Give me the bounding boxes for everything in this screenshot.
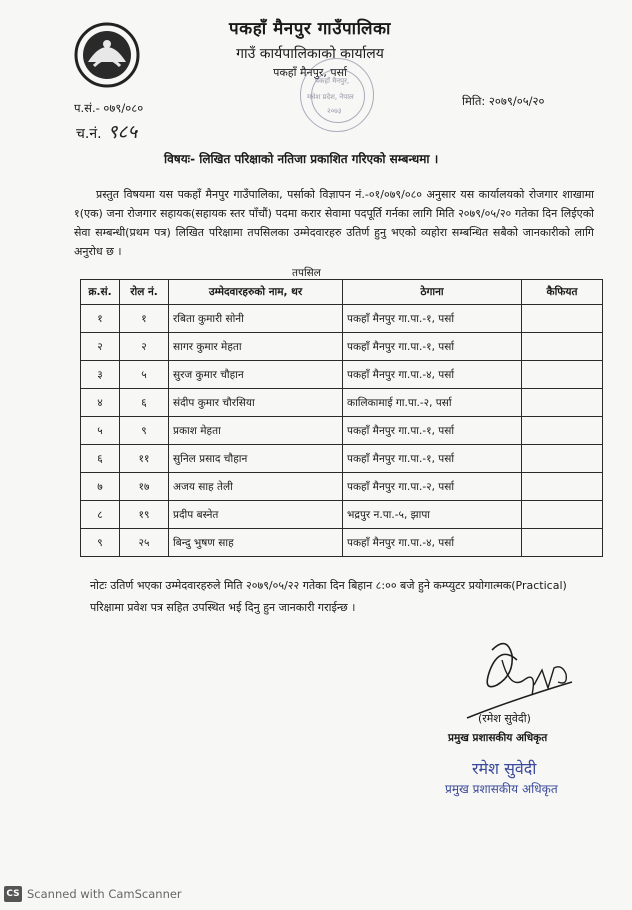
cell-remark bbox=[522, 445, 603, 473]
cell-serial: ६ bbox=[81, 445, 120, 473]
cell-roll: १९ bbox=[120, 501, 169, 529]
fiscal-year-reference: प.सं.- ०७९/०८० bbox=[74, 101, 144, 115]
results-table bbox=[80, 279, 603, 557]
cell-name: बिन्दु भुषण साह bbox=[169, 529, 343, 557]
cell-serial: ५ bbox=[81, 417, 120, 445]
table-row bbox=[81, 389, 603, 417]
table-row bbox=[81, 333, 603, 361]
municipality-name: पकहाँ मैनपुर गाउँपालिका bbox=[229, 19, 391, 39]
letter-date: मिति: २०७९/०५/२० bbox=[462, 94, 545, 108]
table-row bbox=[81, 417, 603, 445]
cell-remark bbox=[522, 417, 603, 445]
cell-serial: ८ bbox=[81, 501, 120, 529]
header-serial: क्र.सं. bbox=[81, 280, 120, 305]
table-row bbox=[81, 445, 603, 473]
cell-name: सुरज कुमार चौहान bbox=[169, 361, 343, 389]
cell-serial: ७ bbox=[81, 473, 120, 501]
cell-address: पकहाँ मैनपुर गा.पा.-१, पर्सा bbox=[343, 305, 522, 333]
dispatch-label: च.नं. bbox=[76, 126, 102, 142]
title-stamp: प्रमुख प्रशासकीय अधिकृत bbox=[445, 782, 558, 796]
office-name: गाउँ कार्यपालिकाको कार्यालय bbox=[236, 46, 384, 62]
header-address: ठेगाना bbox=[343, 280, 522, 305]
subject-line bbox=[164, 150, 438, 167]
practical-exam-note: नोटः उतिर्ण भएका उम्मेदवारहरुले मिति २०७९/०५/२२ गतेका दिन बिहान ८:०० बजे हुने कम्प्युटर प्रयोगात्मक(Practical) परिक्षामा प्रवेश पत्र सहित उपस्थित भई दिनु हुन जानकारी गराईन्छ । bbox=[90, 579, 567, 614]
cell-name: सुनिल प्रसाद चौहान bbox=[169, 445, 343, 473]
table-row bbox=[81, 501, 603, 529]
municipality-emblem-icon bbox=[74, 22, 140, 88]
subject-label: विषयः- bbox=[164, 152, 196, 166]
stamp-line-3: २०७३ bbox=[327, 107, 342, 115]
cell-name: प्रदीप बस्नेत bbox=[169, 501, 343, 529]
cell-address: पकहाँ मैनपुर गा.पा.-१, पर्सा bbox=[343, 445, 522, 473]
cell-roll: २ bbox=[120, 333, 169, 361]
cell-name: अजय साह तेली bbox=[169, 473, 343, 501]
cell-roll: ५ bbox=[120, 361, 169, 389]
body-paragraph: प्रस्तुत विषयमा यस पकहाँ मैनपुर गाउँपालिका, पर्साको विज्ञापन नं.-०१/०७९/०८० अनुसार यस कार्यालयको रोजगार शाखामा १(एक) जना रोजगार सहायक(सहायक स्तर पाँचौं) पदमा करार सेवामा पदपूर्ति गर्नका लागि मिति २०७९/०५/२० गतेका दिन लिईएको सेवा सम्बन्धी(प्रथम पत्र) लिखित परिक्षामा तपसिलका उम्मेदवारहरु उतिर्ण हुनु भएको व्यहोरा सम्बन्धित सबैको जानकारीको लागि अनुरोध छ । bbox=[74, 188, 594, 258]
header-remark: कैफियत bbox=[522, 280, 603, 305]
cell-roll: १७ bbox=[120, 473, 169, 501]
table-row bbox=[81, 361, 603, 389]
cell-remark bbox=[522, 473, 603, 501]
cell-roll: ९ bbox=[120, 417, 169, 445]
stamp-line-1: पकहाँ मैनपुर, bbox=[315, 77, 350, 85]
cell-remark bbox=[522, 305, 603, 333]
cell-address: पकहाँ मैनपुर गा.पा.-१, पर्सा bbox=[343, 333, 522, 361]
table-row bbox=[81, 529, 603, 557]
table-caption: तपसिल bbox=[292, 267, 321, 279]
cell-remark bbox=[522, 361, 603, 389]
cell-name: संदीप कुमार चौरसिया bbox=[169, 389, 343, 417]
cell-name: प्रकाश मेहता bbox=[169, 417, 343, 445]
handwritten-signature-icon bbox=[462, 630, 582, 720]
stamp-line-2: मधेश प्रदेश, नेपाल bbox=[307, 93, 354, 101]
cell-name: रबिता कुमारी सोनी bbox=[169, 305, 343, 333]
cell-address: पकहाँ मैनपुर गा.पा.-४, पर्सा bbox=[343, 529, 522, 557]
signatory-title: प्रमुख प्रशासकीय अधिकृत bbox=[448, 732, 548, 744]
cell-address: कालिकामाई गा.पा.-२, पर्सा bbox=[343, 389, 522, 417]
cell-remark bbox=[522, 333, 603, 361]
cell-roll: ११ bbox=[120, 445, 169, 473]
cell-address: पकहाँ मैनपुर गा.पा.-२, पर्सा bbox=[343, 473, 522, 501]
cell-roll: १ bbox=[120, 305, 169, 333]
cell-serial: ९ bbox=[81, 529, 120, 557]
cell-roll: ६ bbox=[120, 389, 169, 417]
table-header-row bbox=[81, 280, 603, 305]
cell-serial: ३ bbox=[81, 361, 120, 389]
table-row bbox=[81, 305, 603, 333]
cell-address: भद्रपुर न.पा.-५, झापा bbox=[343, 501, 522, 529]
dispatch-number-value: ९८५ bbox=[107, 121, 138, 143]
header-name: उम्मेदवारहरुको नाम, थर bbox=[169, 280, 343, 305]
cell-address: पकहाँ मैनपुर गा.पा.-१, पर्सा bbox=[343, 417, 522, 445]
signatory-name: (रमेश सुवेदी) bbox=[478, 712, 531, 725]
cell-serial: १ bbox=[81, 305, 120, 333]
office-location: पकहाँ मैनपुर, पर्सा bbox=[273, 66, 347, 79]
cell-remark bbox=[522, 529, 603, 557]
cell-serial: ४ bbox=[81, 389, 120, 417]
subject-text: लिखित परिक्षाको नतिजा प्रकाशित गरिएको सम्बन्धमा । bbox=[199, 152, 439, 166]
dispatch-number bbox=[76, 118, 137, 144]
office-stamp bbox=[300, 58, 374, 132]
name-stamp: रमेश सुवेदी bbox=[472, 759, 537, 778]
camscanner-logo-icon: CS bbox=[4, 886, 22, 902]
cell-remark bbox=[522, 389, 603, 417]
cell-name: सागर कुमार मेहता bbox=[169, 333, 343, 361]
table-row bbox=[81, 473, 603, 501]
cell-roll: २५ bbox=[120, 529, 169, 557]
cell-address: पकहाँ मैनपुर गा.पा.-४, पर्सा bbox=[343, 361, 522, 389]
cell-serial: २ bbox=[81, 333, 120, 361]
header-roll: रोल नं. bbox=[120, 280, 169, 305]
scanner-watermark: Scanned with CamScanner bbox=[27, 887, 182, 901]
cell-remark bbox=[522, 501, 603, 529]
